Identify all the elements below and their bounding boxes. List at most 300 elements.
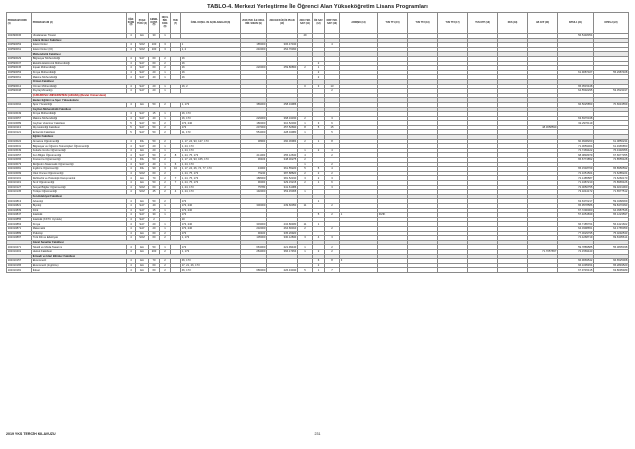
table-row xyxy=(7,268,629,273)
table-cell: EA xyxy=(136,34,149,39)
table-cell: 4 xyxy=(171,190,181,195)
program-code: 102310049 xyxy=(7,148,32,153)
table-cell: 2 xyxy=(325,171,340,176)
table-cell: 4 xyxy=(127,176,136,181)
table-cell: 663000 xyxy=(241,245,267,250)
table-cell: 3 xyxy=(313,84,325,89)
table-cell: 60.9938260 xyxy=(558,139,594,144)
table-cell: 234.80480 xyxy=(267,222,298,227)
table-cell: 366.17454 xyxy=(267,249,298,254)
table-cell: 67.9745415 xyxy=(558,268,594,273)
table-cell: 2 xyxy=(325,89,340,94)
table-cell: 1 xyxy=(160,75,171,80)
table-cell: 173 xyxy=(181,213,241,218)
table-cell: 56.5448354 xyxy=(558,34,594,39)
program-name: Türkçe Öğretmenliği xyxy=(32,190,127,195)
column-header: TUS TT3 (17) xyxy=(438,13,468,34)
program-code: 102310081 xyxy=(7,167,32,172)
program-name: İslami İlimler (İÖ) xyxy=(32,47,127,52)
table-cell: SAY xyxy=(136,66,149,71)
table-cell: 4 xyxy=(127,112,136,117)
table-cell: 5 xyxy=(127,121,136,126)
table-cell: 66.1095454 xyxy=(558,263,594,268)
program-code: 102390036 xyxy=(7,34,32,39)
table-cell: 72.0050755 xyxy=(558,185,594,190)
table-cell: 341.61086 xyxy=(267,185,298,190)
table-cell: 1 xyxy=(313,66,325,71)
table-cell: 1 xyxy=(160,213,171,218)
page-number: 231 xyxy=(314,432,321,436)
program-code: 102310119 xyxy=(7,181,32,186)
program-name: Makine Mühendisliği xyxy=(32,116,127,121)
table-cell: 1 xyxy=(160,144,171,149)
table-cell: 173, 240 xyxy=(181,203,241,208)
table-cell: 4 xyxy=(127,181,136,186)
table-cell: 1, 2 xyxy=(181,47,241,52)
table-cell: 220000 xyxy=(241,66,267,71)
table-cell: 348.30275 xyxy=(267,158,298,163)
program-code: 102310057 xyxy=(7,116,32,121)
table-cell: 60 xyxy=(149,171,160,176)
table-cell: 1 xyxy=(313,222,325,227)
program-code: 102310089 xyxy=(7,121,32,126)
table-cell: 46, 173 xyxy=(181,259,241,264)
table-cell: 3 xyxy=(160,43,171,48)
table-cell: SAY xyxy=(136,226,149,231)
table-cell: 60 xyxy=(149,56,160,61)
program-name: Rehberlik ve Psikolojik Danışmanlık xyxy=(32,176,127,181)
table-cell: 4 xyxy=(127,259,136,264)
table-cell: 1 xyxy=(160,112,171,117)
table-cell: 4 xyxy=(127,66,136,71)
table-cell: 64.3987546 xyxy=(594,208,629,213)
table-cell: 2 xyxy=(325,226,340,231)
table-cell: 1 xyxy=(313,181,325,186)
table-cell: 2 xyxy=(160,190,171,195)
table-cell: 185000 xyxy=(241,43,267,48)
table-cell: 2 xyxy=(313,176,325,181)
table-cell: 5 xyxy=(325,130,340,135)
table-cell: 71.7057657 xyxy=(528,249,558,254)
table-cell: 55.3805038 xyxy=(594,245,629,250)
table-cell: 4 xyxy=(127,263,136,268)
table-cell: 17, 21, 26, 173 xyxy=(181,263,241,268)
program-code: 102310847 xyxy=(7,213,32,218)
table-cell: 4 xyxy=(127,185,136,190)
table-cell: EA xyxy=(136,249,149,254)
table-cell: 2 xyxy=(160,153,171,158)
table-cell: 2 xyxy=(313,75,325,80)
program-code: 102310073 xyxy=(7,162,32,167)
faculty-name: Beden Eğitimi ve Spor Yüksekokulu xyxy=(32,98,241,103)
column-header: 2018 EN KÜÇÜK PUAN (10) xyxy=(267,13,298,34)
table-cell: 173, 240 xyxy=(181,226,241,231)
table-cell: 70 xyxy=(149,259,160,264)
table-cell: 3 xyxy=(160,167,171,172)
table-cell: 221.99440 xyxy=(267,245,298,250)
table-cell: 258.34986 xyxy=(267,102,298,107)
table-cell: EA xyxy=(136,263,149,268)
faculty-name: Mühendislik Fakültesi xyxy=(32,52,241,57)
table-cell: 71.6577512 xyxy=(594,190,629,195)
program-name: Türk Dili ve Edebiyatı xyxy=(32,236,127,241)
program-name: İktisat xyxy=(32,268,127,273)
table-cell: 1, 24, 173 xyxy=(181,162,241,167)
program-name: Elektrik-Elektronik Mühendisliği xyxy=(32,61,127,66)
program-code: 102590053 xyxy=(7,70,32,75)
table-cell: SÖZ xyxy=(136,185,149,190)
table-cell: 65.2849520 xyxy=(594,263,629,268)
table-cell: 66.7185764 xyxy=(558,222,594,227)
table-cell: 2 xyxy=(160,66,171,71)
table-cell: 330.12830 xyxy=(267,236,298,241)
table-cell: 43000 xyxy=(241,167,267,172)
program-name: Matematik xyxy=(32,226,127,231)
table-cell: 428.04980 xyxy=(267,130,298,135)
program-code: 102310889 xyxy=(7,231,32,236)
program-code: 102590053 xyxy=(7,43,32,48)
table-cell: SAY xyxy=(136,84,149,89)
table-cell: 3 xyxy=(325,185,340,190)
table-cell: 8 xyxy=(325,259,340,264)
table-cell: 4 xyxy=(127,116,136,121)
table-cell xyxy=(408,268,438,273)
table-cell: 4 xyxy=(127,162,136,167)
table-cell: 50 xyxy=(149,199,160,204)
table-cell: 2 xyxy=(160,121,171,126)
table-cell: 2 xyxy=(160,139,171,144)
table-cell: 10 xyxy=(181,217,241,222)
table-cell: 1 xyxy=(160,70,171,75)
program-code: 102310157 xyxy=(7,259,32,264)
table-cell: 335.26920 xyxy=(267,231,298,236)
table-cell: 6 xyxy=(325,181,340,186)
table-cell: 61.4965850 xyxy=(594,144,629,149)
table-cell: 229000 xyxy=(241,116,267,121)
table-cell: SAY xyxy=(136,70,149,75)
table-cell: 66.6525008 xyxy=(594,259,629,264)
table-cell: 1 xyxy=(160,245,171,250)
table-cell: 2 xyxy=(160,130,171,135)
table-cell: 72.7469422 xyxy=(558,148,594,153)
table-cell: 69.6305614 xyxy=(594,236,629,241)
column-header: AB AYP (20) xyxy=(528,13,558,34)
program-name: Okul Öncesi Öğretmenliği xyxy=(32,171,127,176)
table-cell: 36403 xyxy=(241,158,267,163)
table-cell: 100 xyxy=(149,47,160,52)
program-name: İslami İlimler xyxy=(32,43,127,48)
program-name: Ceyhan Veteriner Fakültesi xyxy=(32,121,127,126)
table-cell: 3 xyxy=(325,116,340,121)
table-cell: 200 xyxy=(149,249,160,254)
table-cell: 3 xyxy=(313,121,325,126)
table-cell: 284000 xyxy=(241,249,267,254)
table-cell: 4 xyxy=(127,144,136,149)
table-cell: SAY xyxy=(136,61,149,66)
table-cell: EA xyxy=(136,176,149,181)
program-code: 102310057 xyxy=(7,153,32,158)
table-cell: 3 xyxy=(298,236,313,241)
table-cell: SAY xyxy=(136,56,149,61)
column-header: OKUL BİR. KON. (6) xyxy=(160,13,171,34)
table-cell: 77.3029795 xyxy=(558,231,594,236)
table-cell: 50 xyxy=(149,125,160,130)
table-cell: 2 xyxy=(298,158,313,163)
program-code: 102310813 xyxy=(7,199,32,204)
table-cell: 457.52690 xyxy=(267,125,298,130)
table-cell: 192000 xyxy=(241,190,267,195)
table-cell: 20 xyxy=(149,89,160,94)
table-cell: 72.1569443 xyxy=(558,249,594,254)
program-name: Kimya xyxy=(32,222,127,227)
table-cell: 3 xyxy=(340,259,378,264)
program-code: 102310839 xyxy=(7,208,32,213)
table-cell: 4 xyxy=(127,47,136,52)
table-cell: 71.0659304 xyxy=(558,144,594,149)
program-name: Psikoloji xyxy=(32,231,127,236)
table-cell: 2 xyxy=(160,231,171,236)
program-code: 102310031 xyxy=(7,144,32,149)
table-cell: 53.3523197 xyxy=(594,89,629,94)
table-cell: SAY xyxy=(136,121,149,126)
table-cell: 75780 xyxy=(241,185,267,190)
table-cell: 60 xyxy=(149,231,160,236)
table-cell: 11 xyxy=(298,203,313,208)
table-cell: 173 xyxy=(181,199,241,204)
table-cell: 50 xyxy=(149,130,160,135)
program-name: Kimya Mühendisliği xyxy=(32,70,127,75)
table-cell: SAY xyxy=(136,75,149,80)
table-cell: 306.47340 xyxy=(267,43,298,48)
table-cell: 105000 xyxy=(241,236,267,241)
table-cell: 1, 24, 173 xyxy=(181,144,241,149)
table-cell: SAY xyxy=(136,116,149,121)
faculty-name: İslami İlimler Fakültesi xyxy=(32,38,241,43)
table-cell: 50 xyxy=(149,153,160,158)
table-cell: 389000 xyxy=(241,102,267,107)
table-cell xyxy=(528,268,558,273)
page-title: TABLO-4. Merkezi Yerleştirme İle Öğrenci Alan Yükseköğretim Lisans Programları xyxy=(207,4,428,10)
table-cell: 4 xyxy=(127,167,136,172)
table-cell: 65.1548769 xyxy=(558,167,594,172)
table-cell: 64.5592295 xyxy=(558,89,594,94)
table-cell: 75.0292533 xyxy=(594,231,629,236)
table-cell: SAY xyxy=(136,162,149,167)
program-name: İngilizce Öğretmenliği xyxy=(32,167,127,172)
programs-table xyxy=(6,12,629,273)
table-cell: 16, 2 xyxy=(181,84,241,89)
table-cell: EA xyxy=(136,245,149,250)
program-name: Makine Mühendisliği xyxy=(32,75,127,80)
table-cell: 2 xyxy=(325,213,340,218)
program-name: Hukuk Fakültesi xyxy=(32,249,127,254)
table-cell: 2 xyxy=(325,245,340,250)
table-cell: 4 xyxy=(127,245,136,250)
column-header: ÖĞR. SÜRE (3) xyxy=(127,13,136,34)
table-cell: 2 xyxy=(160,56,171,61)
faculty-name: Güzel Sanatlar Fakültesi xyxy=(32,240,241,245)
table-cell: 2 xyxy=(298,139,313,144)
table-cell: 69.9231060 xyxy=(594,185,629,190)
faculty-name: İktisadi ve İdari Bilimler Fakültesi xyxy=(32,254,241,259)
table-cell: 1, 24, 173 xyxy=(181,190,241,195)
table-cell: 1 xyxy=(298,121,313,126)
table-cell: 180000 xyxy=(241,121,267,126)
table-cell: 1 xyxy=(160,148,171,153)
table-cell: 4 xyxy=(127,139,136,144)
table-cell: 4 xyxy=(127,213,136,218)
table-cell: 48.3658590 xyxy=(528,125,558,130)
table-cell: 173, 240 xyxy=(181,121,241,126)
table-cell: 3 xyxy=(325,236,340,241)
column-header: ÖZEL KOŞUL VE AÇIKLAMALAR (8) xyxy=(181,13,241,34)
table-cell: 1, 24, 75, 173 xyxy=(181,181,241,186)
table-cell xyxy=(340,268,378,273)
table-cell: 20 xyxy=(149,222,160,227)
table-cell xyxy=(171,268,181,273)
faculty-name: Ceyhan Mühendislik Fakültesi xyxy=(32,107,241,112)
table-cell: 4 xyxy=(313,236,325,241)
table-cell: 1, 173 xyxy=(181,102,241,107)
table-cell: 4 xyxy=(127,190,136,195)
table-cell: 5 xyxy=(298,167,313,172)
table-cell: 1, 17, 24, 93, 127, 173 xyxy=(181,139,241,144)
table-cell: EA xyxy=(136,102,149,107)
program-name: Bilgisayar Mühendisliği xyxy=(32,56,127,61)
program-code: 102590012 xyxy=(7,84,32,89)
table-cell: 20 xyxy=(149,148,160,153)
column-header: GENEL KONT. (5) xyxy=(149,13,160,34)
table-cell: 40 xyxy=(149,75,160,80)
university-name: ÇUKUROVA ÜNİVERSİTESİ (ADANA) (Devlet Üniversitesi) xyxy=(32,93,241,98)
table-cell: 16 xyxy=(181,70,241,75)
table-cell: 239.60050 xyxy=(267,203,298,208)
table-cell: 381.52190 xyxy=(267,176,298,181)
table-cell: 4 xyxy=(325,167,340,172)
table-cell: 3 xyxy=(298,176,313,181)
table-cell: 75240 xyxy=(241,171,267,176)
table-cell: 40 xyxy=(149,116,160,121)
column-header: ÖK SAY. (12) xyxy=(313,13,325,34)
table-cell: 20 xyxy=(149,226,160,231)
table-cell: 20 xyxy=(149,70,160,75)
table-cell: 30 xyxy=(149,213,160,218)
table-cell: 20 xyxy=(149,144,160,149)
table-cell: SAY xyxy=(136,89,149,94)
table-cell: 173, 240 xyxy=(181,208,241,213)
faculty-name: Eğitim Fakültesi xyxy=(32,135,241,140)
program-name: Spor Yöneticiliği xyxy=(32,102,127,107)
table-cell: 2 xyxy=(160,185,171,190)
table-cell: 66.9669542 xyxy=(558,259,594,264)
program-name: Sınıf Öğretmenliği xyxy=(32,181,127,186)
table-cell: 50 xyxy=(149,245,160,250)
table-cell: 76.4348056 xyxy=(594,148,629,153)
table-cell: 4 xyxy=(127,34,136,39)
table-cell: 11 xyxy=(298,222,313,227)
table-cell: 353.45065 xyxy=(267,190,298,195)
table-cell: 2 xyxy=(160,125,171,130)
table-cell: 65.0515448 xyxy=(558,84,594,89)
table-cell xyxy=(378,268,408,273)
table-cell: 50 xyxy=(149,181,160,186)
table-cell: 2 xyxy=(313,148,325,153)
table-cell: EA xyxy=(136,268,149,273)
table-cell: 71.3487210 xyxy=(558,181,594,186)
table-cell: 1 xyxy=(160,84,171,89)
column-header: TUS KTP (18) xyxy=(468,13,498,34)
faculty-name: Orman Fakültesi xyxy=(32,79,241,84)
table-cell: 2 xyxy=(160,158,171,163)
table-cell: 70.8965426 xyxy=(594,181,629,186)
table-cell: 4 xyxy=(127,268,136,273)
table-cell: 4 xyxy=(127,231,136,236)
column-header: OBP YER. SAYI (13) xyxy=(325,13,340,34)
table-cell: 2 xyxy=(313,70,325,75)
program-name: İstatistik (KKTC Uyruklu) xyxy=(32,217,127,222)
table-cell: SAY xyxy=(136,213,149,218)
table-cell: 173 xyxy=(181,245,241,250)
table-cell: 72.6260170 xyxy=(594,176,629,181)
table-cell: 173 xyxy=(181,231,241,236)
table-cell: 60 xyxy=(149,236,160,241)
table-cell: 60 xyxy=(149,185,160,190)
table-cell: 2 xyxy=(325,153,340,158)
program-code: 102310101 xyxy=(7,176,32,181)
program-name: Bilgisayar ve Öğretim Teknolojileri Öğretmenliği xyxy=(32,144,127,149)
program-code: 102590061 xyxy=(7,75,32,80)
program-code: 102590045 xyxy=(7,66,32,71)
table-cell: 90400 xyxy=(241,231,267,236)
table-cell: 2 xyxy=(313,249,325,254)
table-cell: 2 xyxy=(160,236,171,241)
program-name: Arkeoloji xyxy=(32,199,127,204)
table-cell: 96000 xyxy=(241,181,267,186)
table-cell: 4 xyxy=(298,153,313,158)
table-cell: 11, 173 xyxy=(181,130,241,135)
table-cell: EA xyxy=(136,259,149,264)
table-cell: 15 xyxy=(149,208,160,213)
table-cell: 61.0856234 xyxy=(594,139,629,144)
column-header: ARDIŞIK (14) xyxy=(340,13,378,34)
table-cell: DİL xyxy=(136,158,149,163)
table-cell: 255.12630 xyxy=(267,153,298,158)
table-cell: 64.0398651 xyxy=(558,226,594,231)
table-cell: 264.66010 xyxy=(267,226,298,231)
table-cell: 63.8095489 xyxy=(594,268,629,273)
table-cell: SAY xyxy=(136,153,149,158)
table-cell: 300000 xyxy=(241,203,267,208)
table-cell: 1, 17, 24, 26, 74, 77, 173 xyxy=(181,167,241,172)
table-cell: 72.1485587 xyxy=(558,176,594,181)
table-cell: 2 xyxy=(160,199,171,204)
table-cell: 49 xyxy=(298,34,313,39)
table-cell: 8 xyxy=(298,125,313,130)
table-cell: 226.43040 xyxy=(267,268,298,273)
program-code: 102310871 xyxy=(7,226,32,231)
table-cell: SÖZ xyxy=(136,190,149,195)
table-cell: 4 xyxy=(127,102,136,107)
table-cell: 1 xyxy=(160,34,171,39)
table-cell: 4 xyxy=(127,158,136,163)
table-header-row xyxy=(7,13,629,34)
column-header: KPSS-2 (22) xyxy=(594,13,629,34)
table-cell: 4 xyxy=(127,199,136,204)
table-cell: SÖZ xyxy=(136,43,149,48)
table-cell: SAY xyxy=(136,222,149,227)
table-cell: 2 xyxy=(298,181,313,186)
program-code: 102310065 xyxy=(7,158,32,163)
